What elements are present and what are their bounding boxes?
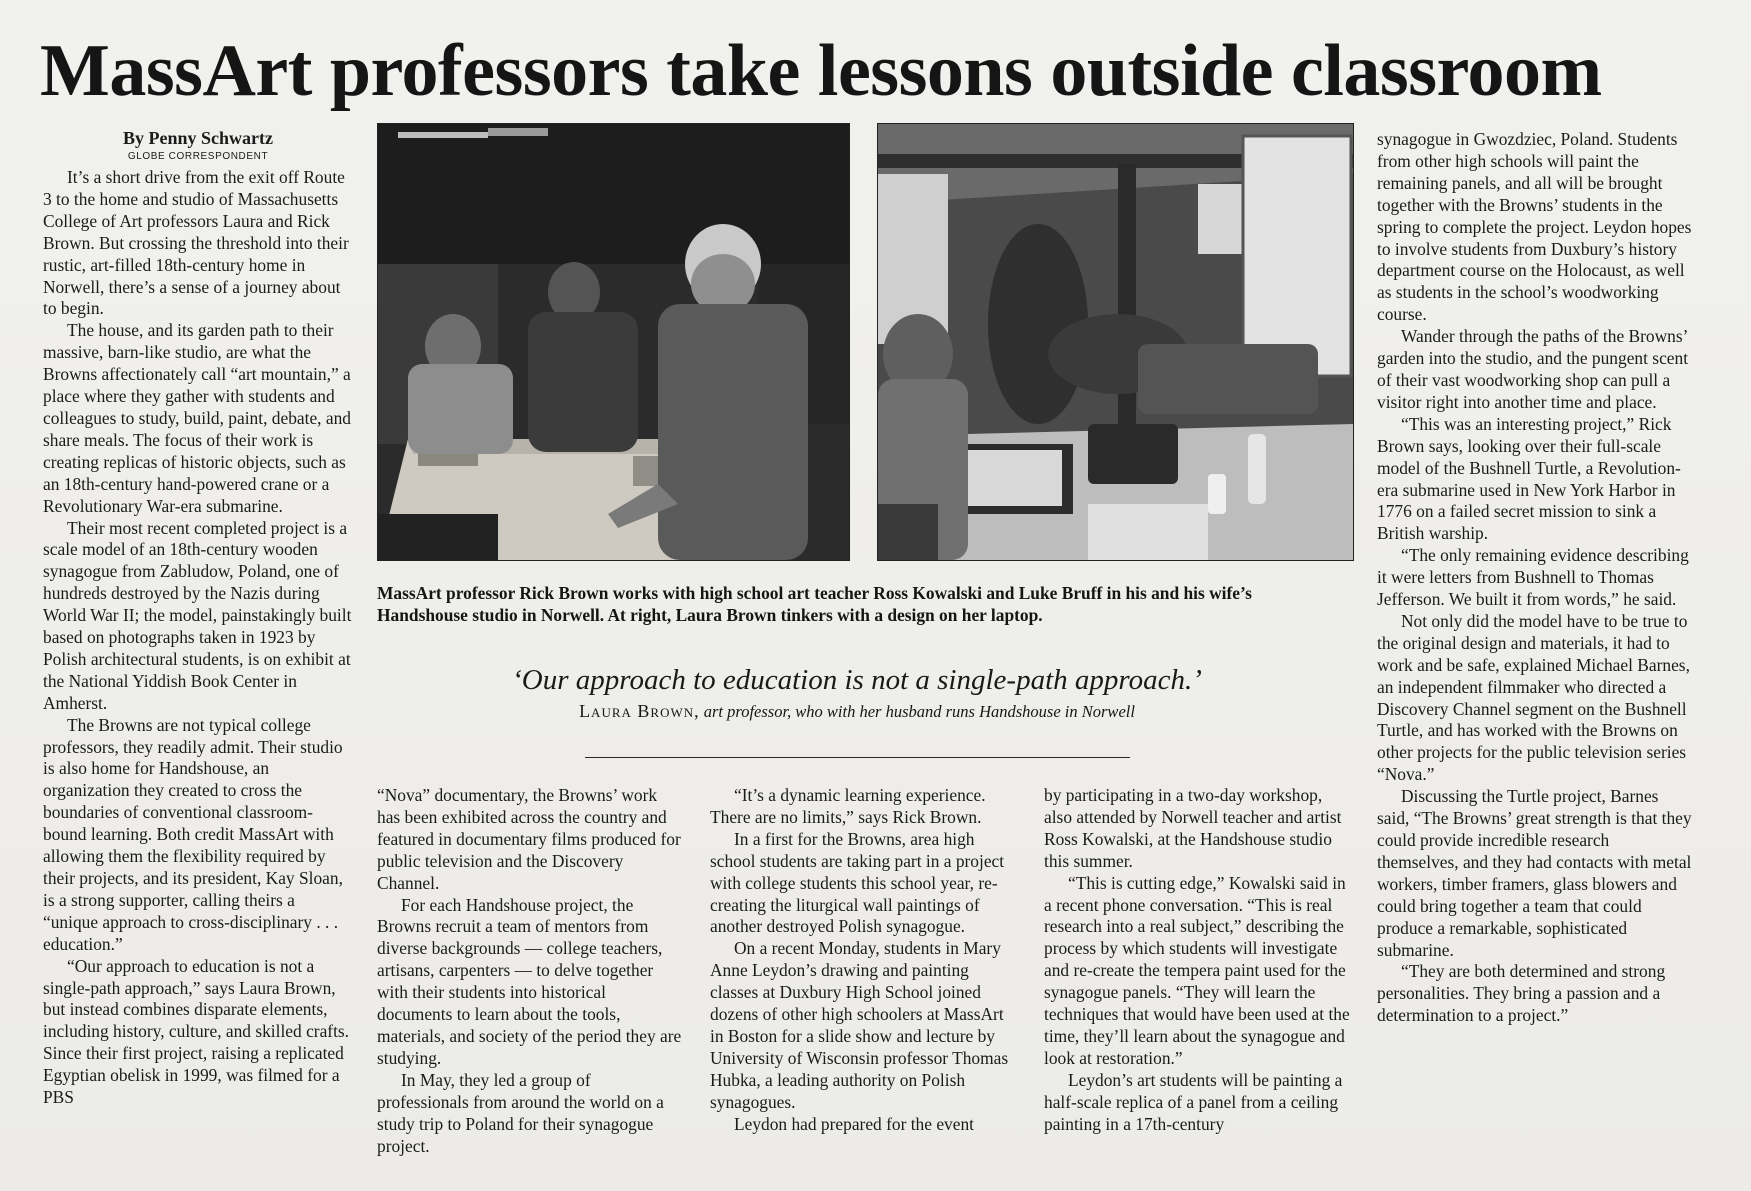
paragraph: “It’s a dynamic learning experience. There are no limits,” says Rick Brown. (710, 785, 986, 827)
paragraph: On a recent Monday, students in Mary Anne Leydon’s drawing and painting classes at Duxbury High School joined dozens of other high schoolers at MassArt in Boston for a slide show and lecture by University of Wisconsin professor Thomas Hubka, a leading authority on Polish synagogues. (710, 938, 1009, 1112)
paragraph: Leydon had prepared for the event (734, 1113, 974, 1134)
paragraph: Discussing the Turtle project, Barnes said, “The Browns’ great strength is that they could provide incredible research themselves, and they had contacts with metal workers, timber framers, glass blowers and could bring together a team that could produce a remarkable, sophisticated submarine. (1377, 786, 1692, 960)
pull-quote-text: ‘Our approach to education is not a single-path approach.’ (512, 664, 1202, 696)
photo-studio-image (878, 124, 1353, 560)
pull-quote-role: art professor, who with her husband runs Handshouse in Norwell (703, 702, 1135, 721)
pull-quote-name: Laura Brown, (579, 701, 700, 721)
paragraph: Their most recent completed project is a scale model of an 18th-century wooden synagogue from Zabludow, Poland, one of hundreds destroyed by the Nazis during World War II; the model, painstakingly built based on photographs taken in 1923 by Polish architectural students, is on exhibit at the National Yiddish Book Center in Amherst. (43, 517, 352, 713)
paragraph: “This is cutting edge,” Kowalski said in a recent phone conversation. “This is real research into a real subject,” describing the process by which students will investigate and re-create the tempera paint used for the synagogue panels. “They will learn the techniques that would have been used at the time, they’ll learn about the synagogue and look at restoration.” (1044, 872, 1350, 1068)
paragraph: by participating in a two-day workshop, also attended by Norwell teacher and artist Ross Kowalski, at the Handshouse studio this summer. (1044, 785, 1342, 871)
paragraph: “Nova” documentary, the Browns’ work has been exhibited across the country and featured in documentary films produced for public television and the Discovery Channel. (377, 785, 681, 893)
paragraph: Not only did the model have to be true to the original design and materials, it had to work and be safe, explained Michael Barnes, an independent filmmaker who directed a Discovery Channel segment on the Bushnell Turtle, and has worked with the Browns on other projects for the public television series “Nova.” (1377, 610, 1690, 785)
photo-left (377, 123, 850, 561)
paragraph: synagogue in Gwozdziec, Poland. Students from other high schools will paint the remaining panels, and all will be brought together with the Browns’ students in the spring to complete the project. Leydon hopes to involve students from Duxbury’s history department course on the Holocaust, as well as students in the school’s woodworking course. (1377, 129, 1692, 325)
article-column-1 (43, 127, 353, 1109)
paragraph: “They are both determined and strong personalities. They bring a passion and a determination to a project.” (1377, 961, 1666, 1026)
byline-credit: GLOBE CORRESPONDENT (127, 151, 269, 162)
paragraph: In May, they led a group of professionals from around the world on a study trip to Poland for their synagogue project. (377, 1069, 664, 1156)
paragraph: Wander through the paths of the Browns’ garden into the studio, and the pungent scent of their vast woodworking shop can pull a visitor right into another time and place. (1377, 326, 1689, 412)
paragraph: For each Handshouse project, the Browns recruit a team of mentors from diverse backgrounds — college teachers, artisans, carpenters — to delve together with their students into historical documents to learn about the tools, materials, and society of the period they are studying. (377, 894, 682, 1068)
article-column-3 (710, 785, 1016, 1136)
pull-quote-attribution (377, 700, 1337, 723)
photo-right (877, 123, 1354, 561)
divider-rule (585, 757, 1130, 758)
pull-quote (377, 662, 1337, 723)
headline: MassArt professors take lessons outside classroom (40, 30, 1602, 112)
article-column-2 (377, 785, 683, 1157)
paragraph: “Our approach to education is not a single-path approach,” says Laura Brown, but instead combines disparate elements, including history, culture, and skilled crafts. Since their first project, raising a replicated Egyptian obelisk in 1999, was filmed for a PBS (43, 955, 350, 1108)
paragraph: “This was an interesting project,” Rick Brown says, looking over their full-scale model of the Bushnell Turtle, a Revolution-era submarine used in New York Harbor in 1776 on a failed secret mission to sink a British warship. (1377, 413, 1681, 544)
paragraph: The house, and its garden path to their massive, barn-like studio, are what the Browns affectionately call “art mountain,” a place where they gather with students and colleagues to study, build, paint, debate, and share meals. The focus of their work is creating replicas of historic objects, such as an 18th-century hand-powered crane or a Revolutionary War-era submarine. (43, 320, 351, 516)
byline-author: By Penny Schwartz (123, 128, 273, 148)
paragraph: Leydon’s art students will be painting a half-scale replica of a panel from a ceiling painting in a 17th-century (1044, 1069, 1343, 1134)
article-column-5 (1377, 129, 1692, 1027)
paragraph: “The only remaining evidence describing it were letters from Bushnell to Thomas Jefferson. We built it from words,” he said. (1377, 545, 1689, 610)
photo-workshop-image (378, 124, 849, 560)
article-column-4 (1044, 785, 1354, 1136)
paragraph: It’s a short drive from the exit off Route 3 to the home and studio of Massachusetts College of Art professors Laura and Rick Brown. But crossing the threshold into their rustic, art-filled 18th-century home in Norwell, there’s a sense of a journey about to begin. (43, 167, 349, 319)
paragraph: The Browns are not typical college professors, they readily admit. Their studio is also home for Handshouse, an organization they created to cross the boundaries of conventional classroom-bound learning. Both credit MassArt with allowing them the flexibility required by their projects, and its president, Kay Sloan, is a strong supporter, calling theirs a “unique approach to cross-disciplinary . . . education.” (43, 714, 343, 954)
byline (43, 127, 353, 165)
paragraph: In a first for the Browns, area high school students are taking part in a project with college students this school year, re-creating the liturgical wall paintings of another destroyed Polish synagogue. (710, 828, 1005, 937)
photo-caption: MassArt professor Rick Brown works with high school art teacher Ross Kowalski and Luke Bruff in his and his wife’s Handshouse studio in Norwell. At right, Laura Brown tinkers with a design on her laptop. (377, 583, 1252, 625)
